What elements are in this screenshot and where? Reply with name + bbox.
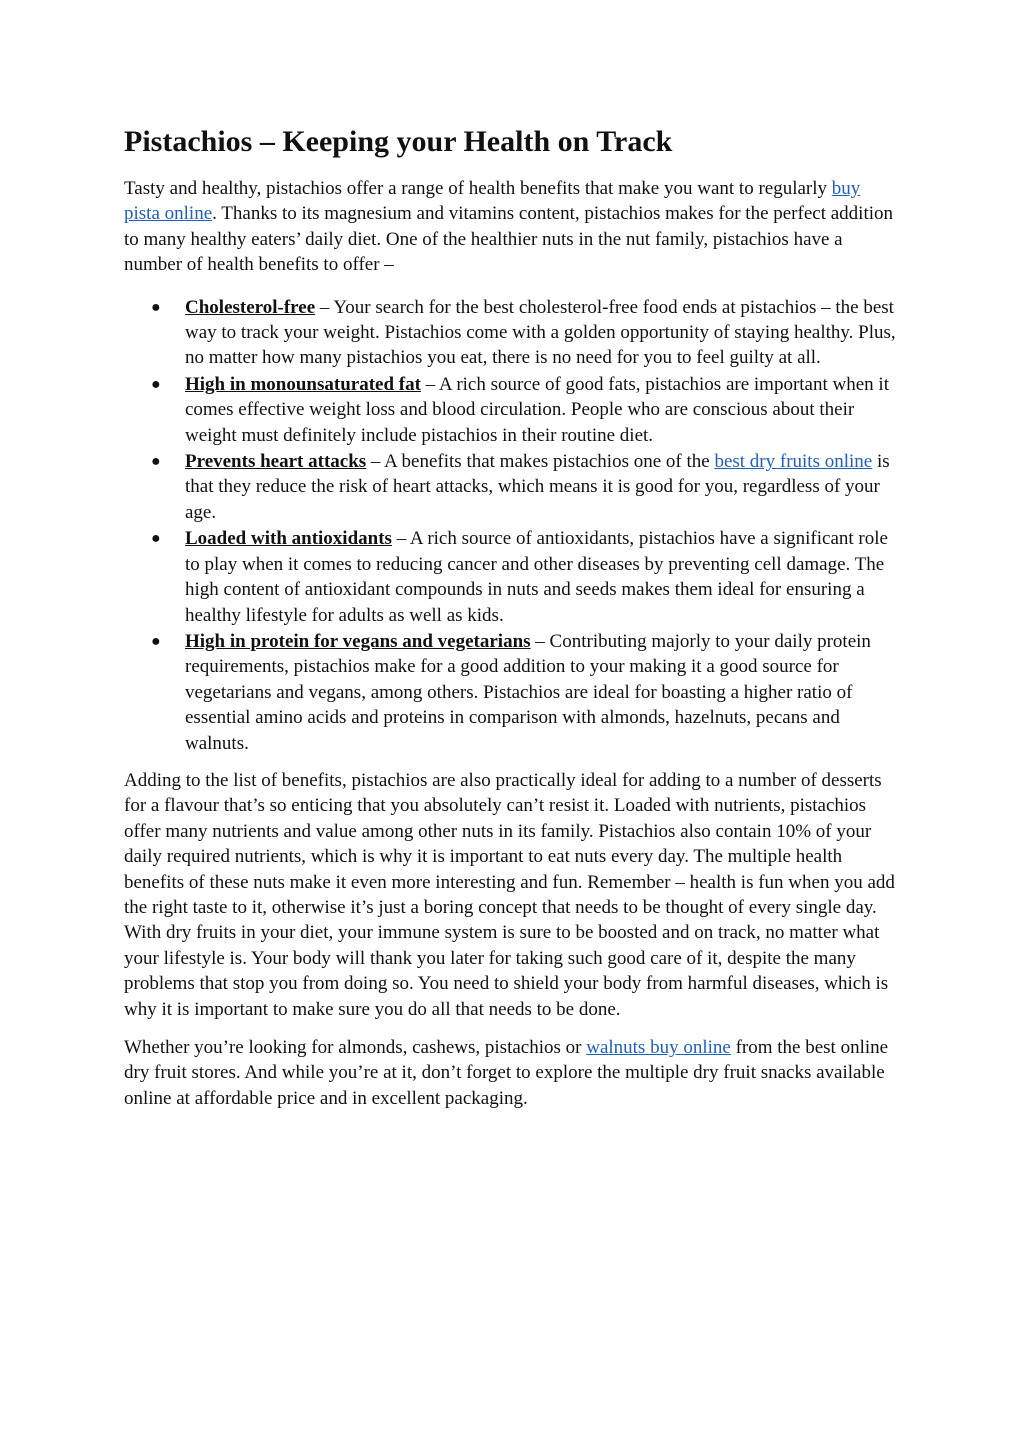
bullet-icon: ●	[151, 298, 161, 316]
benefit-term: Loaded with antioxidants	[185, 528, 392, 550]
list-item	[124, 629, 900, 756]
benefit-text: – Your search for the best cholesterol-free food ends at pistachios – the best way to track your weight. Pistachios come with a golden opportunity of staying healthy. Plus, no matter how many pistachios you eat, there is no need for you to feel guilty at all.	[185, 296, 896, 369]
benefit-text-end: is that they reduce the risk of heart attacks, which means it is good for you, regardless of your age.	[185, 451, 890, 523]
benefit-term: High in protein for vegans and vegetarians	[185, 630, 531, 652]
page-title: Pistachios – Keeping your Health on Track	[124, 125, 673, 158]
bullet-icon: ●	[151, 530, 161, 548]
intro-paragraph	[124, 176, 900, 278]
benefit-term: Prevents heart attacks	[185, 451, 367, 473]
bullet-icon: ●	[151, 453, 161, 471]
benefit-text: – A benefits that makes pistachios one of the	[366, 451, 715, 473]
list-item	[124, 526, 900, 628]
best-dry-fruits-online-link[interactable]: best dry fruits online	[714, 451, 873, 473]
benefit-term: Cholesterol-free	[185, 296, 316, 318]
benefit-text: – A rich source of good fats, pistachios are important when it comes effective weight loss and blood circulation. People who are conscious about their weight must definitely include pistachios in their routine diet.	[185, 373, 889, 446]
list-item	[124, 372, 900, 448]
intro-text-end: . Thanks to its magnesium and vitamins content, pistachios makes for the perfect addition to many healthy eaters’ daily diet. One of the healthier nuts in the nut family, pistachios have a number of health benefits to offer –	[124, 203, 894, 276]
list-item	[124, 449, 900, 525]
document-page	[124, 122, 900, 1124]
list-item	[124, 295, 900, 371]
benefit-text: – Contributing majorly to your daily protein requirements, pistachios make for a good addition to your making it a good source for vegetarians and vegans, among others. Pistachios are ideal for boasting a higher ratio of essential amino acids and proteins in comparison with almonds, hazelnuts, pecans and walnuts.	[185, 630, 871, 754]
walnuts-buy-online-link[interactable]: walnuts buy online	[586, 1037, 731, 1058]
benefit-text: – A rich source of antioxidants, pistachios have a significant role to play when it comes to reducing cancer and other diseases by preventing cell damage. The high content of antioxidant compounds in nuts and seeds makes them ideal for ensuring a healthy lifestyle for adults as well as kids.	[185, 528, 888, 626]
benefit-term: High in monounsaturated fat	[185, 373, 421, 395]
closing-text-start: Whether you’re looking for almonds, cashews, pistachios or	[124, 1037, 587, 1058]
closing-paragraph	[124, 1035, 900, 1111]
bullet-icon: ●	[151, 375, 161, 393]
intro-text-start: Tasty and healthy, pistachios offer a range of health benefits that make you want to regularly	[124, 178, 832, 199]
buy-pista-online-link[interactable]: buy pista online	[124, 178, 861, 225]
body-paragraph: Adding to the list of benefits, pistachios are also practically ideal for adding to a number of desserts for a flavour that’s so enticing that you absolutely can’t resist it. Loaded with nutrients, pistachios offer many nutrients and value among other nuts in its family. Pistachios also contain 10% of your daily required nutrients, which is why it is important to eat nuts every day. The multiple health benefits of these nuts make it even more interesting and fun. Remember – health is fun when you add the right taste to it, otherwise it’s just a boring concept that needs to be thought of every single day. With dry fruits in your diet, your immune system is sure to be boosted and on track, no matter what your lifestyle is. Your body will thank you later for taking such good care of it, despite the many problems that stop you from doing so. You need to shield your body from harmful diseases, which is why it is important to make sure you do all that needs to be done.	[124, 769, 895, 1020]
bullet-icon: ●	[151, 632, 161, 650]
benefits-list	[124, 295, 900, 756]
closing-text-end: from the best online dry fruit stores. And while you’re at it, don’t forget to explore the multiple dry fruit snacks available online at affordable price and in excellent packaging.	[124, 1037, 889, 1109]
